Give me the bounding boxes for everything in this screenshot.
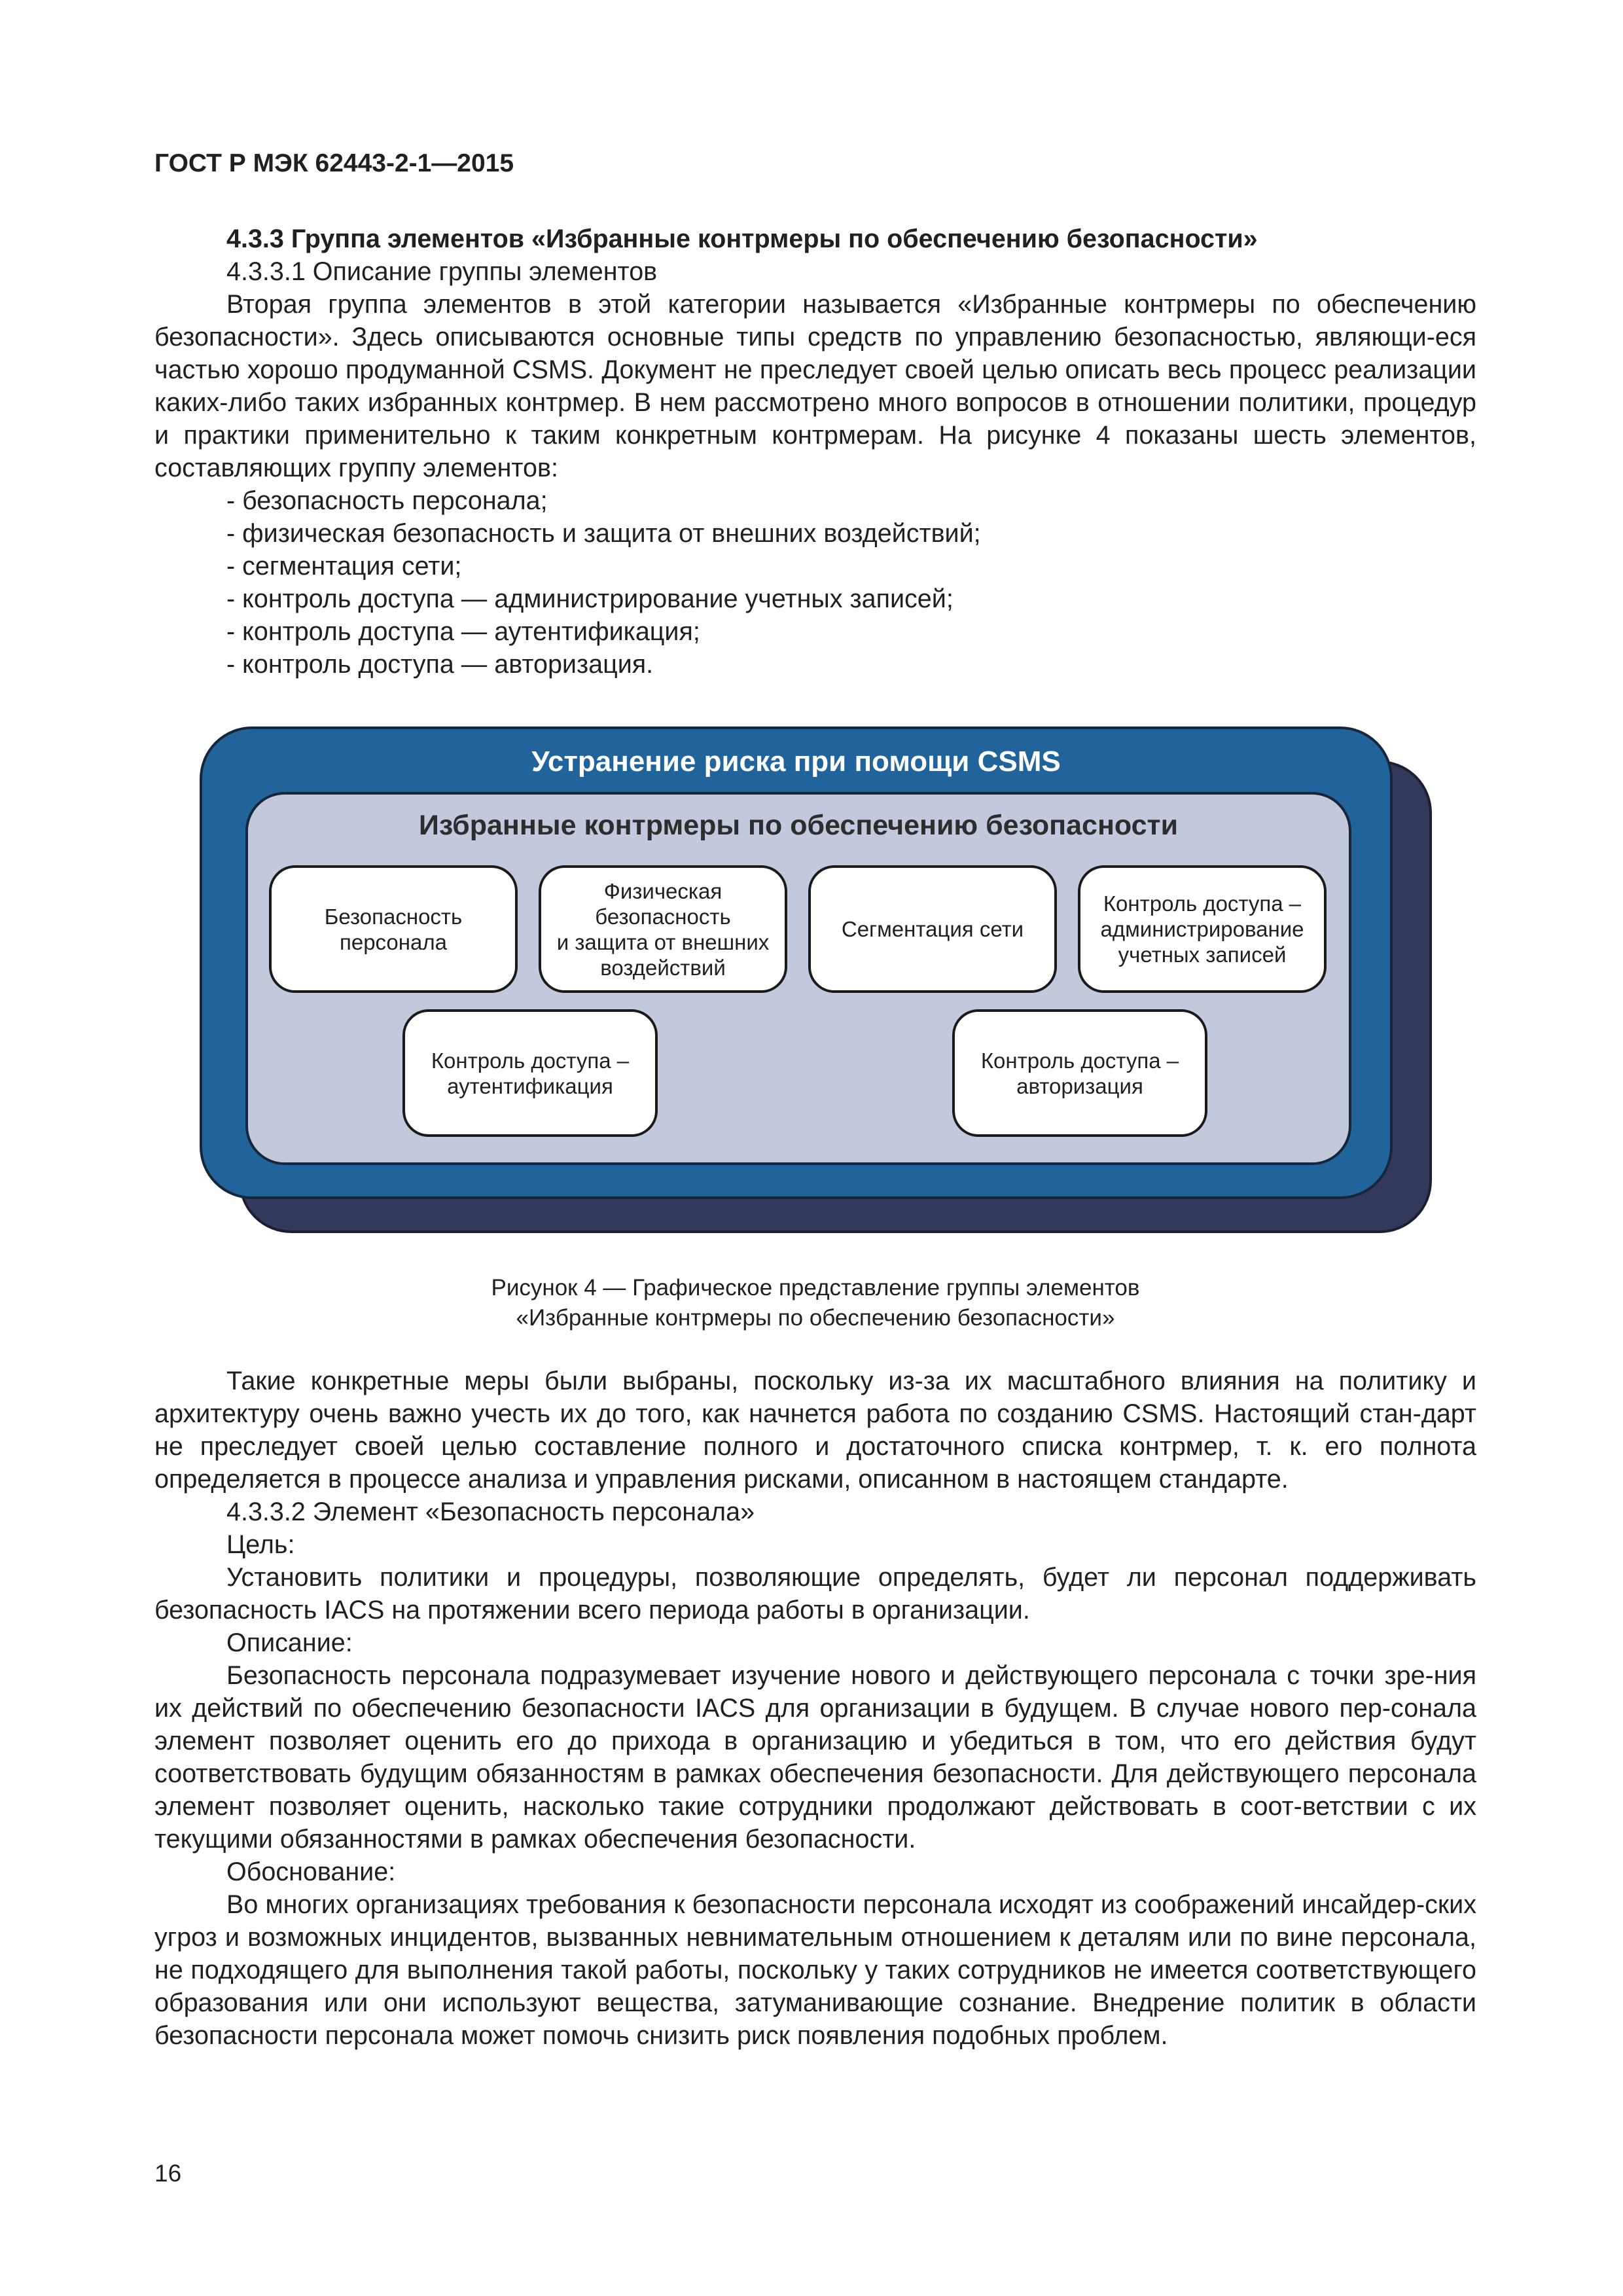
figure-box-account-administration [1078,865,1327,993]
figure-box-label: Контроль доступа – администрирование учетных записей [1100,891,1304,967]
section-subheading: 4.3.3.1 Описание группы элементов [226,257,658,286]
description-label: Описание: [226,1628,353,1657]
figure-box-label: Безопасность персонала [324,904,463,954]
section-intro-paragraph: Вторая группа элементов в этой категории называется «Избранные контрмеры по обеспечению безопасности». Здесь описываются основные типы средств по управлению безопасностью, являющи-еся частью хорошо продуманной CSMS. Документ не преследует своей целью описать весь процесс реализации каких-либо таких избранных контрмер. В нем рассмотрено много вопросов в отношении политики, процедур и практики применительно к таким конкретным контрмерам. На рисунке 4 показаны шесть элементов, составляющих группу элементов: [154,290,1476,482]
figure-box-network-segmentation [808,865,1057,993]
list-item: - безопасность персонала; [226,486,548,515]
section-intro-block [154,223,1476,681]
body-paragraph: Такие конкретные меры были выбраны, поскольку из-за их масштабного влияния на политику и архитектуру очень важно учесть их до того, как начнется работа по созданию CSMS. Настоящий стан-дарт не преследует своей целью составление полного и достаточного списка контрмер, т. к. его полнота определяется в процессе анализа и управления рисками, описанном в настоящем стандарте. [154,1367,1476,1494]
document-header: ГОСТ Р МЭК 62443-2-1—2015 [154,149,514,177]
figure-outer-title: Устранение риска при помощи CSMS [531,745,1061,778]
element-heading: 4.3.3.2 Элемент «Безопасность персонала» [226,1498,755,1526]
element-list [154,484,1476,681]
description-paragraph: Безопасность персонала подразумевает изучение нового и действующего персонала с точки зре-ния их действий по обеспечению безопасности IACS для организации в будущем. В случае нового пер-сонала элемент позволяет оценить его до прихода в организацию и убедиться в том, что его действия будут соответствовать будущим обязанностям в рамках обеспечения безопасности. Для действующего персонала элемент позволяет оценить, насколько такие сотрудники продолжают действовать в соот-ветствии с их текущими обязанностями в рамках обеспечения безопасности. [154,1661,1476,1854]
goal-label: Цель: [226,1530,295,1559]
page-number: 16 [154,2160,182,2187]
figure-box-label: Контроль доступа – аутентификация [431,1048,630,1098]
rationale-label: Обоснование: [226,1857,396,1886]
figure-box-label: Сегментация сети [841,917,1024,941]
figure-caption-line1: Рисунок 4 — Графическое представление группы элементов [491,1275,1140,1300]
figure-box-personnel-security [269,865,518,993]
list-item: - контроль доступа — администрирование учетных записей; [226,584,954,613]
figure-caption-line2: «Избранные контрмеры по обеспечению безопасности» [516,1305,1115,1331]
rationale-paragraph: Во многих организациях требования к безопасности персонала исходят из соображений инсайдер-ских угроз и возможных инцидентов, вызванных невнимательным отношением к деталям или по вине персонала, не подходящего для выполнения такой работы, поскольку у таких сотрудников не имеется соответствующего образования или они используют вещества, затуманивающие сознание. Внедрение политик в области безопасности персонала может помочь снизить риск появления подобных проблем. [154,1890,1476,2050]
figure-box-physical-security [539,865,787,993]
figure-inner-frame [245,792,1351,1165]
goal-paragraph: Установить политики и процедуры, позволяющие определять, будет ли персонал поддерживать безопасность IACS на протяжении всего периода работы в организации. [154,1563,1476,1624]
figure-caption [154,1273,1476,1333]
figure-box-authorization [952,1009,1207,1137]
list-item: - физическая безопасность и защита от внешних воздействий; [226,519,981,548]
figure-box-label: Контроль доступа – авторизация [980,1048,1179,1098]
list-item: - контроль доступа — аутентификация; [226,617,700,646]
section-heading: 4.3.3 Группа элементов «Избранные контрмеры по обеспечению безопасности» [226,224,1258,253]
figure-box-label: Физическая безопасность и защита от внешних воздействий [556,878,770,980]
figure-inner-title: Избранные контрмеры по обеспечению безопасности [418,810,1179,841]
figure-box-authentication [402,1009,658,1137]
list-item: - сегментация сети; [226,552,462,581]
list-item: - контроль доступа — авторизация. [226,650,654,679]
body-text-block [154,1365,1476,2052]
figure-outer-frame [200,726,1393,1199]
